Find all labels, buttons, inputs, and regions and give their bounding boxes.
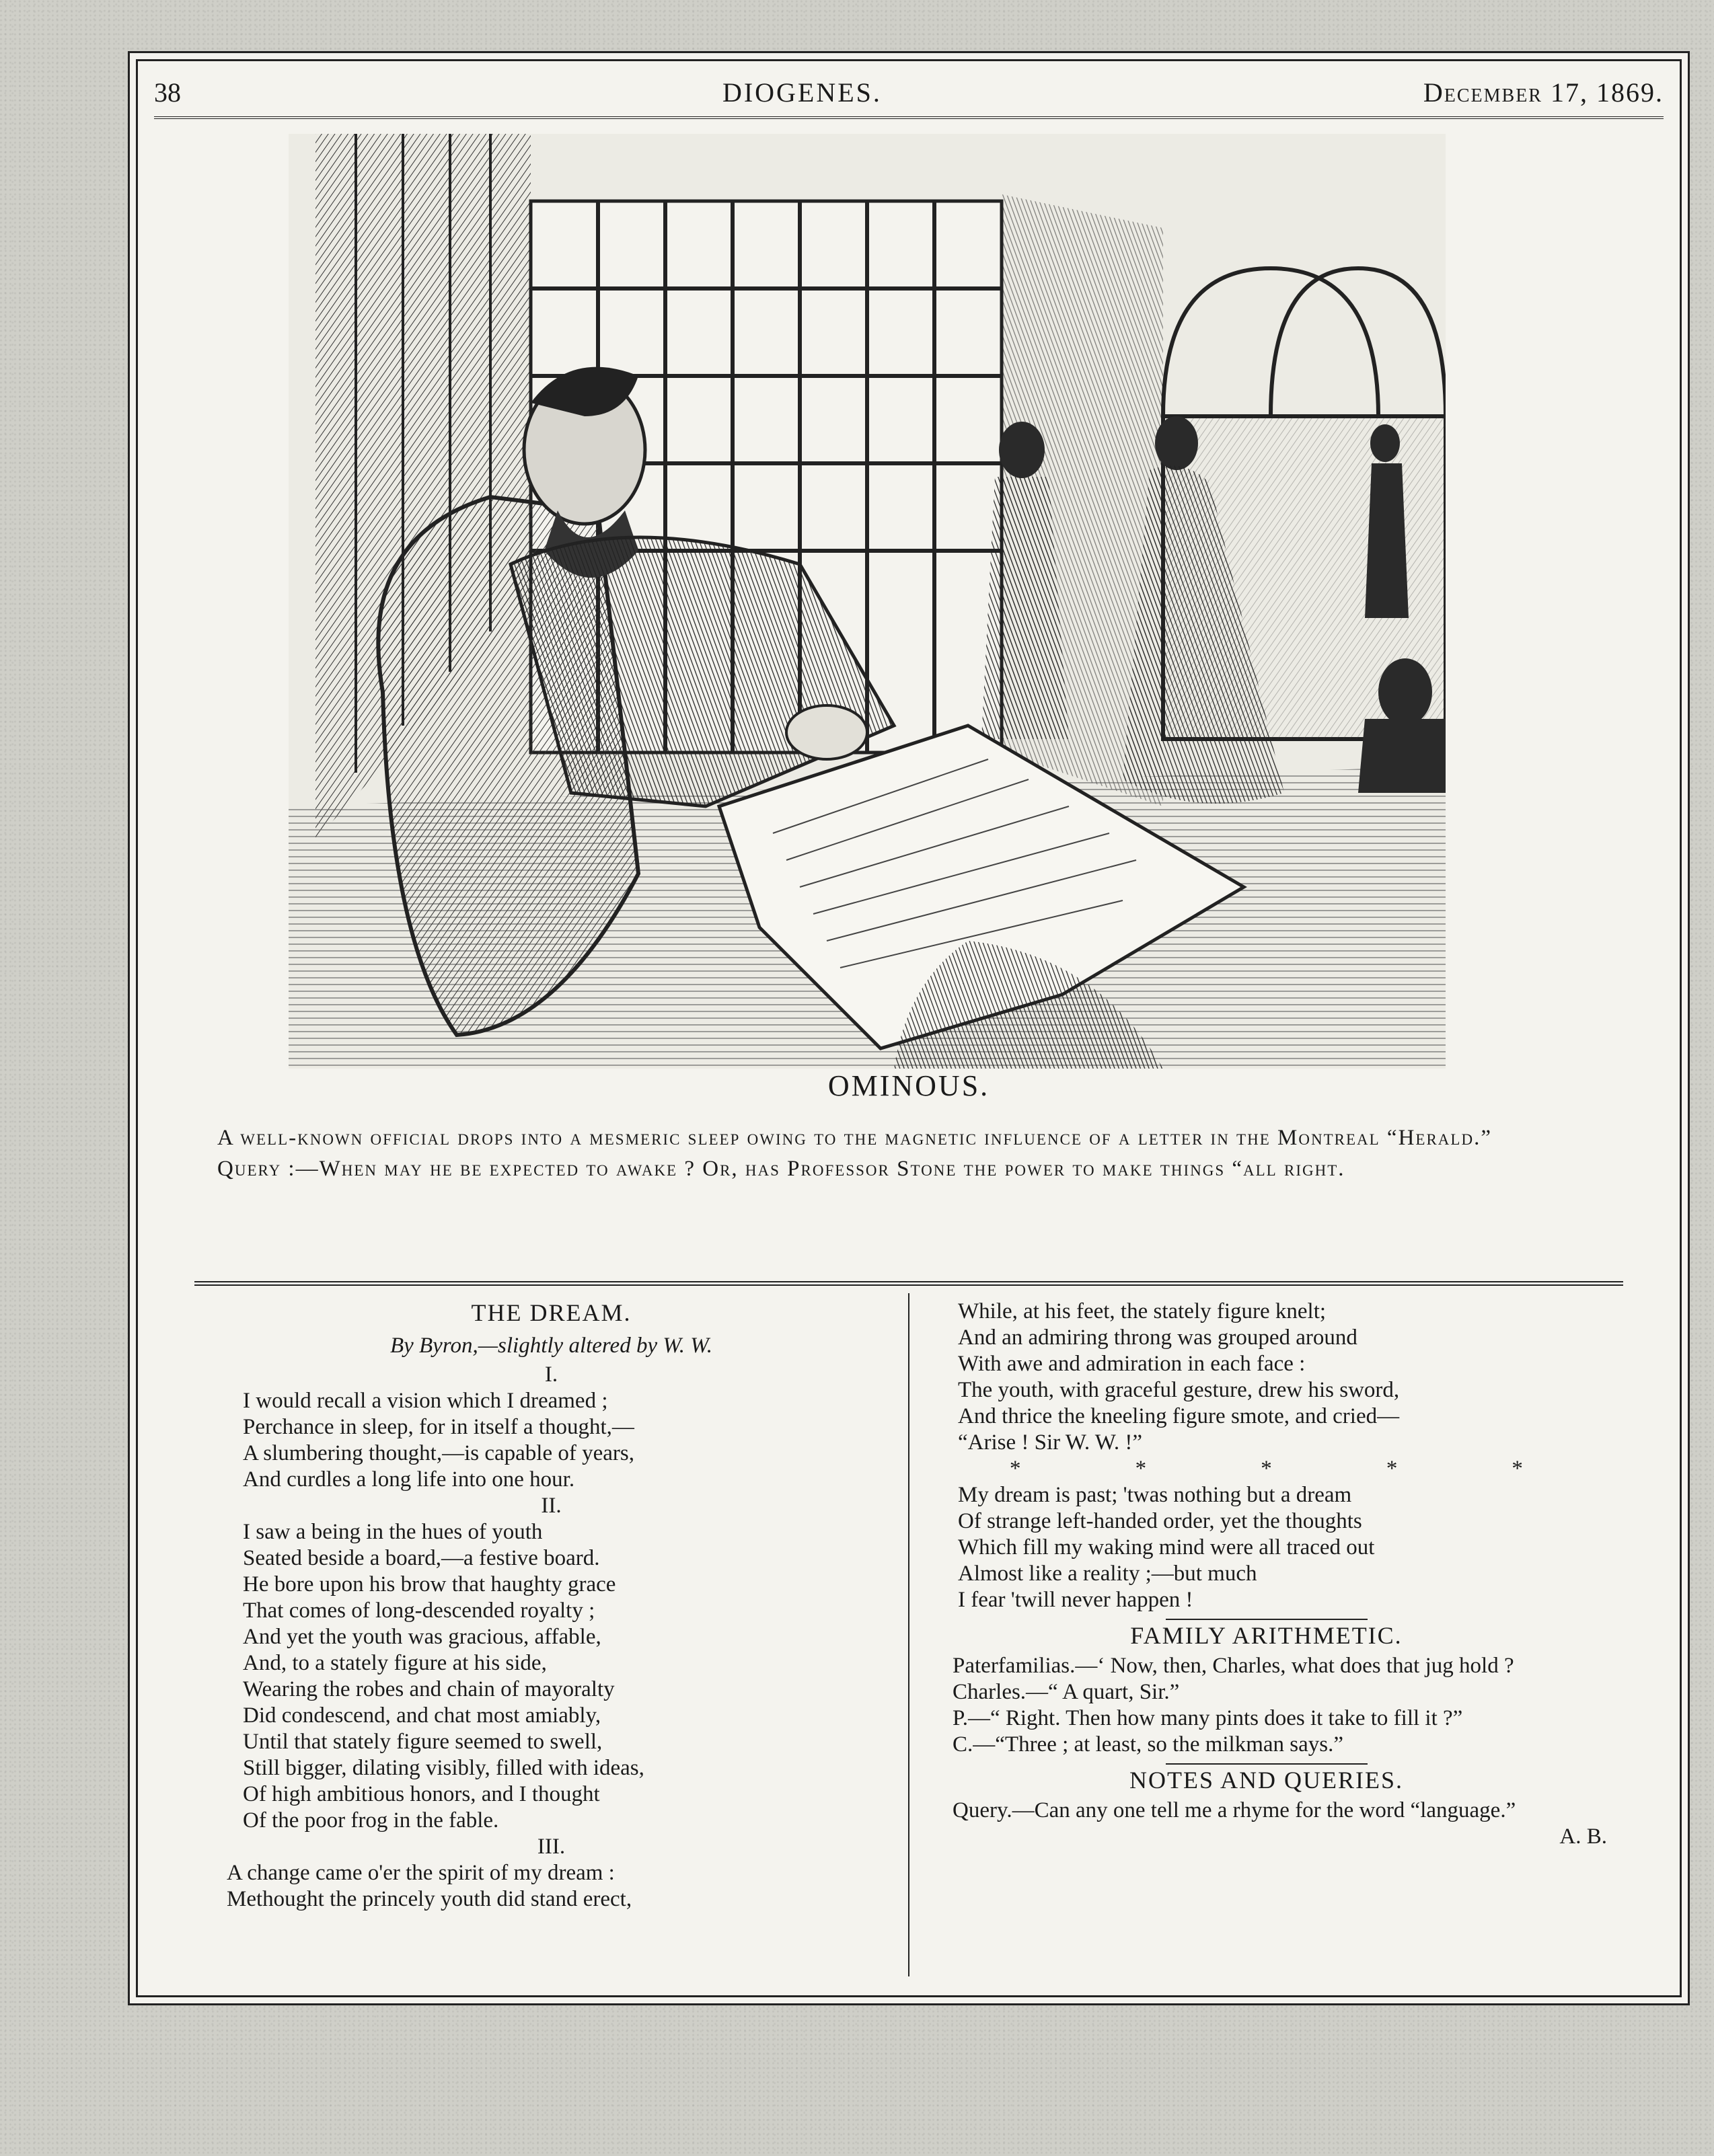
left-column (194, 1293, 909, 1976)
family-arithmetic-title: FAMILY ARITHMETIC. (1130, 1622, 1403, 1649)
stanza-3-end (958, 1482, 1607, 1613)
verse-line: Of high ambitious honors, and I thought (243, 1782, 600, 1806)
verse-line: That comes of long-descended royalty ; (243, 1599, 595, 1623)
verse-line: And an admiring throng was grouped around (958, 1325, 1357, 1350)
stanza-numeral-1: I. (544, 1362, 558, 1387)
page-number: 38 (154, 77, 181, 108)
engraving-image (289, 134, 1446, 1069)
verse-line: And curdles a long life into one hour. (243, 1467, 575, 1492)
dialogue-line: C.—“Three ; at least, so the milkman says.” (953, 1732, 1344, 1757)
query-signature-row (926, 1824, 1607, 1850)
asterism (953, 1456, 1580, 1482)
star: * (1010, 1457, 1021, 1481)
section-rule (1166, 1619, 1368, 1620)
verse-line: A slumbering thought,—is capable of years, (243, 1441, 634, 1465)
star: * (1261, 1457, 1272, 1481)
star: * (1135, 1457, 1147, 1481)
dialogue-line: P.—“ Right. Then how many pints does it take to fill it ?” (953, 1706, 1463, 1730)
verse-line: Seated beside a board,—a festive board. (243, 1546, 600, 1570)
cartoon-caption (157, 1122, 1661, 1184)
verse-line: Of strange left-handed order, yet the thoughts (958, 1509, 1362, 1533)
cartoon-title: OMINOUS. (827, 1069, 990, 1102)
right-column (909, 1293, 1623, 1976)
poem-byline: By Byron,—slightly altered by W. W. (389, 1334, 713, 1358)
verse-line: While, at his feet, the stately figure knelt; (958, 1299, 1327, 1323)
verse-line: Which fill my waking mind were all traced out (958, 1535, 1375, 1560)
dialogue-line: Charles.—“ A quart, Sir.” (953, 1680, 1180, 1704)
verse-line: I fear 'twill never happen ! (958, 1588, 1193, 1612)
issue-date: December 17, 1869. (1423, 77, 1664, 108)
stanza-2 (243, 1519, 892, 1834)
publication-title: DIOGENES. (722, 77, 882, 108)
cartoon-illustration (289, 134, 1446, 1069)
poem-title: THE DREAM. (471, 1299, 632, 1326)
caption-paragraph-2: Query :—When may he be expected to awake ? Or, has Professor Stone the power to make things “all right. (217, 1157, 1345, 1181)
stanza-3-continued (958, 1299, 1607, 1456)
verse-line: Perchance in sleep, for in itself a thought,— (243, 1415, 634, 1439)
text-columns (194, 1293, 1623, 1976)
verse-line: Until that stately figure seemed to swell, (243, 1730, 603, 1754)
query-text: Query.—Can any one tell me a rhyme for the word “language.” (953, 1798, 1516, 1822)
star: * (1386, 1457, 1398, 1481)
verse-line: And, to a stately figure at his side, (243, 1651, 547, 1675)
verse-line: He bore upon his brow that haughty grace (243, 1572, 616, 1596)
verse-line: And thrice the kneeling figure smote, and cried— (958, 1404, 1400, 1428)
verse-line: Did condescend, and chat most amiably, (243, 1703, 601, 1728)
verse-line: “Arise ! Sir W. W. !” (958, 1430, 1143, 1455)
page-header (154, 68, 1664, 119)
stanza-numeral-3: III. (537, 1835, 566, 1859)
stanza-numeral-2: II. (541, 1494, 562, 1518)
stanza-1 (243, 1388, 892, 1493)
verse-line: I would recall a vision which I dreamed ; (243, 1389, 608, 1413)
verse-line: Methought the princely youth did stand erect, (227, 1887, 632, 1911)
stanza-3-start (227, 1860, 892, 1913)
newspaper-page (128, 51, 1690, 2005)
dialogue-line: Paterfamilias.—‘ Now, then, Charles, what does that jug hold ? (953, 1654, 1514, 1678)
verse-line: My dream is past; 'twas nothing but a dream (958, 1483, 1352, 1507)
verse-line: Still bigger, dilating visibly, filled with ideas, (243, 1756, 644, 1780)
verse-line: I saw a being in the hues of youth (243, 1520, 543, 1544)
star: * (1512, 1457, 1523, 1481)
verse-line: Almost like a reality ;—but much (958, 1562, 1257, 1586)
verse-line: The youth, with graceful gesture, drew his sword, (958, 1378, 1400, 1402)
notes-queries-title: NOTES AND QUERIES. (1129, 1767, 1403, 1794)
verse-line: With awe and admiration in each face : (958, 1352, 1306, 1376)
verse-line: And yet the youth was gracious, affable, (243, 1625, 601, 1649)
caption-paragraph-1: A well-known official drops into a mesmeric sleep owing to the magnetic influence of a letter in the Montreal “Herald.” (217, 1126, 1492, 1150)
verse-line: Of the poor frog in the fable. (243, 1808, 499, 1833)
query-signature: A. B. (1559, 1824, 1607, 1849)
section-rule (1166, 1763, 1368, 1765)
verse-line: Wearing the robes and chain of mayoralty (243, 1677, 615, 1701)
verse-line: A change came o'er the spirit of my dream : (227, 1861, 615, 1885)
section-divider (194, 1281, 1623, 1286)
